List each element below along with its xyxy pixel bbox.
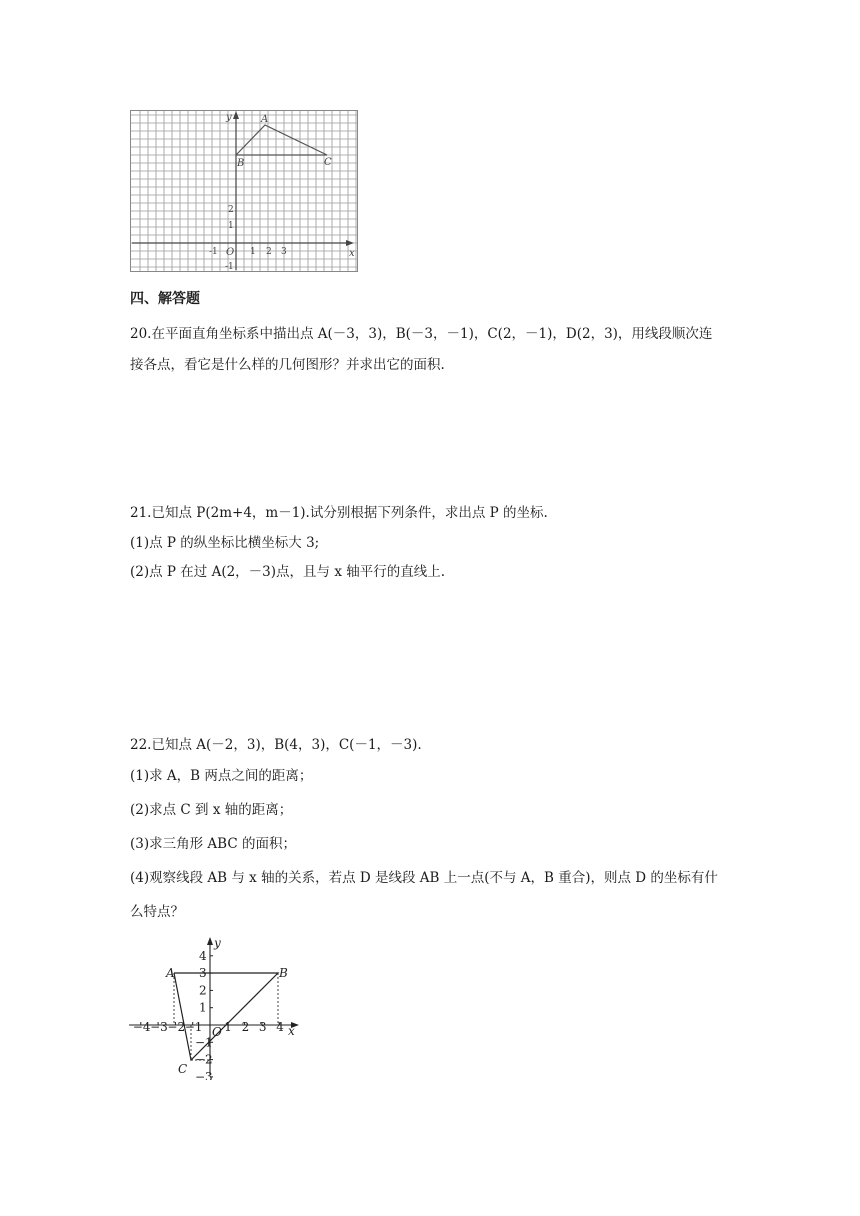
point-a-label: A — [261, 114, 269, 125]
x-tick-label: −2 — [167, 1020, 186, 1034]
figure-1-grid-plot — [130, 110, 358, 272]
y-axis-label: y — [214, 936, 221, 950]
tick-y-2: 2 — [228, 205, 234, 215]
x-tick-label: −1 — [184, 1020, 203, 1034]
y-tick-label: −1 — [195, 1035, 213, 1050]
tick-x-1: 1 — [250, 247, 256, 257]
q20-line-1: 20.在平面直角坐标系中描出点 A(－3，3)，B(－3，－1)，C(2，－1)，D(2，3)，用线段顺次连 — [130, 326, 713, 342]
y-tick-label: 4 — [199, 948, 207, 963]
tick-x-neg1: -1 — [209, 247, 218, 257]
tick-y-1: 1 — [228, 221, 234, 231]
y-axis-arrow-icon — [207, 937, 213, 945]
x-tick-label: −3 — [150, 1020, 168, 1034]
x-axis-label: x — [288, 1024, 295, 1038]
q22-line-2: (1)求 A，B 两点之间的距离； — [130, 768, 313, 784]
q22-line-3: (2)求点 C 到 x 轴的距离； — [130, 802, 293, 818]
x-tick-label: 1 — [224, 1020, 232, 1034]
q22-line-4: (3)求三角形 ABC 的面积； — [130, 836, 296, 852]
triangle-abc — [174, 973, 278, 1060]
point-c-label: C — [178, 1062, 188, 1076]
figure-2-coordinate-plot — [125, 935, 305, 1080]
q22-line-5: (4)观察线段 AB 与 x 轴的关系，若点 D 是线段 AB 上一点(不与 A，B 重合)，则点 D 的坐标有什 — [130, 870, 718, 886]
point-a-label: A — [166, 966, 175, 980]
point-c-label: C — [324, 157, 332, 168]
q21-line-3: (2)点 P 在过 A(2，－3)点，且与 x 轴平行的直线上. — [130, 564, 446, 580]
y-tick-label: 1 — [199, 1000, 207, 1015]
y-axis-label: y — [226, 112, 232, 123]
x-tick-label: 3 — [258, 1020, 267, 1034]
q21-line-1: 21.已知点 P(2m+4，m－1).试分别根据下列条件，求出点 P 的坐标. — [130, 505, 548, 521]
tick-x-3: 3 — [281, 247, 287, 257]
q20-line-2: 接各点，看它是什么样的几何图形？并求出它的面积. — [130, 357, 445, 373]
y-tick-label: −2 — [195, 1052, 213, 1067]
point-b-label: B — [237, 158, 245, 169]
origin-label: O — [226, 247, 235, 258]
y-tick-label: −3 — [195, 1069, 213, 1080]
x-axis-label: x — [349, 248, 355, 259]
y-tick-label: 3 — [199, 966, 207, 981]
point-b-label: B — [279, 966, 288, 980]
x-tick-label: 2 — [241, 1020, 250, 1034]
x-tick-label: 4 — [276, 1020, 284, 1034]
origin-label: O — [212, 1025, 222, 1039]
x-tick-label: −4 — [132, 1020, 151, 1034]
q22-line-1: 22.已知点 A(－2，3)，B(4，3)，C(－1，－3). — [130, 737, 422, 753]
y-tick-label: 2 — [199, 983, 207, 998]
tick-x-2: 2 — [266, 247, 272, 257]
q21-line-2: (1)点 P 的纵坐标比横坐标大 3; — [130, 535, 320, 551]
tick-y-neg1: -1 — [225, 262, 234, 272]
q22-line-6: 么特点？ — [130, 904, 184, 920]
section-heading: 四、解答题 — [130, 291, 200, 307]
